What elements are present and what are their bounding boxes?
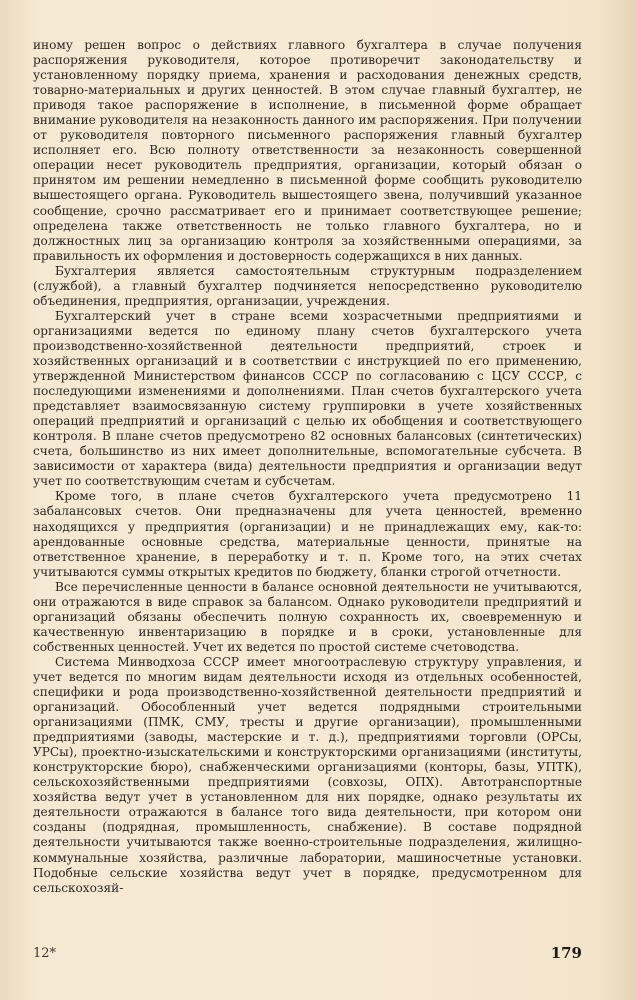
paragraph-6: Система Минводхоза СССР имеет многоотраслевую структуру управления, и учет ведется по многим видам деятельности исходя из отдельных особенностей, специфики и рода производственно-хозяйственной деятельности предприятий и организаций. Обособленный учет ведется подрядными строительными организациями (ПМК, СМУ, тресты и другие организации), промышленными предприятиями (заводы, мастерские и т. д.), предприятиями торговли (ОРСы, УРСы), проектно-изыскательскими и конструкторскими организациями (институты, конструкторские бюро), снабженческими организациями (конторы, базы, УПТК), сельскохозяйственными предприятиями (совхозы, ОПХ). Автотранспортные хозяйства ведут учет в установленном для них порядке, однако результаты их деятельности отражаются в балансе того вида деятельности, при котором они созданы (подрядная, промышленность, снабжение). В составе подрядной деятельности учитываются также военно-строительные подразделения, жилищно-коммунальные хозяйства, различные лаборатории, машиносчетные установки. Подобные сельские хозяйства ведут учет в порядке, предусмотренном для сельскохозяй- — [33, 654, 582, 895]
page-footer — [33, 942, 582, 966]
paragraph-2: Бухгалтерия является самостоятельным структурным подразделением (службой), а главный бухгалтер подчиняется непосредственно руководителю объединения, предприятия, организации, учреждения. — [33, 263, 582, 308]
paragraph-4: Кроме того, в плане счетов бухгалтерского учета предусмотрено 11 забалансовых счетов. Они предназначены для учета ценностей, временно находящихся у предприятия (организации) и не принадлежащих ему, как-то: арендованные основные средства, материальные ценности, принятые на ответственное хранение, в переработку и т. п. Кроме того, на этих счетах учитываются суммы открытых кредитов по бюджету, бланки строгой отчетности. — [33, 489, 582, 579]
signature-mark: 12* — [33, 946, 57, 961]
page-number: 179 — [550, 944, 582, 962]
paragraph-5: Все перечисленные ценности в балансе основной деятельности не учитываются, они отражаются в виде справок за балансом. Однако руководители предприятий и организаций обязаны обеспечить полную сохранность их, своевременную и качественную инвентаризацию в порядке и в сроки, установленные для собственных ценностей. Учет их ведется по простой системе счетоводства. — [33, 579, 582, 654]
body-text — [33, 38, 582, 896]
paragraph-1: иному решен вопрос о действиях главного бухгалтера в случае получения распоряжения руководителя, которое противоречит законодательству и установленному порядку приема, хранения и расходования денежных средств, товарно-материальных и других ценностей. В этом случае главный бухгалтер, не приводя такое распоряжение в исполнение, в письменной форме обращает внимание руководителя на незаконность данного им распоряжения. При получении от руководителя повторного письменного распоряжения главный бухгалтер исполняет его. Всю полноту ответственности за незаконность совершенной операции несет руководитель предприятия, организации, который обязан о принятом им решении немедленно в письменной форме сообщить руководителю вышестоящего органа. Руководитель вышестоящего звена, получивший указанное сообщение, срочно рассматривает его и принимает соответствующее решение; определена также ответственность не только главного бухгалтера, но и должностных лиц за организацию контроля за хозяйственными операциями, за правильность их оформления и достоверность содержащихся в них данных. — [33, 38, 582, 263]
paragraph-3: Бухгалтерский учет в стране всеми хозрасчетными предприятиями и организациями ведется по единому плану счетов бухгалтерского учета производственно-хозяйственной деятельности предприятий, строек и хозяйственных организаций и в соответствии с инструкцией по его применению, утвержденной Министерством финансов СССР по согласованию с ЦСУ СССР, с последующими изменениями и дополнениями. План счетов бухгалтерского учета представляет взаимосвязанную систему группировки в учете хозяйственных операций предприятий и организаций с целью их обобщения и соответствующего контроля. В плане счетов предусмотрено 82 основных балансовых (синтетических) счета, большинство из них имеет дополнительные, вспомогательные субсчета. В зависимости от характера (вида) деятельности предприятия и организации ведут учет по соответствующим счетам и субсчетам. — [33, 308, 582, 489]
